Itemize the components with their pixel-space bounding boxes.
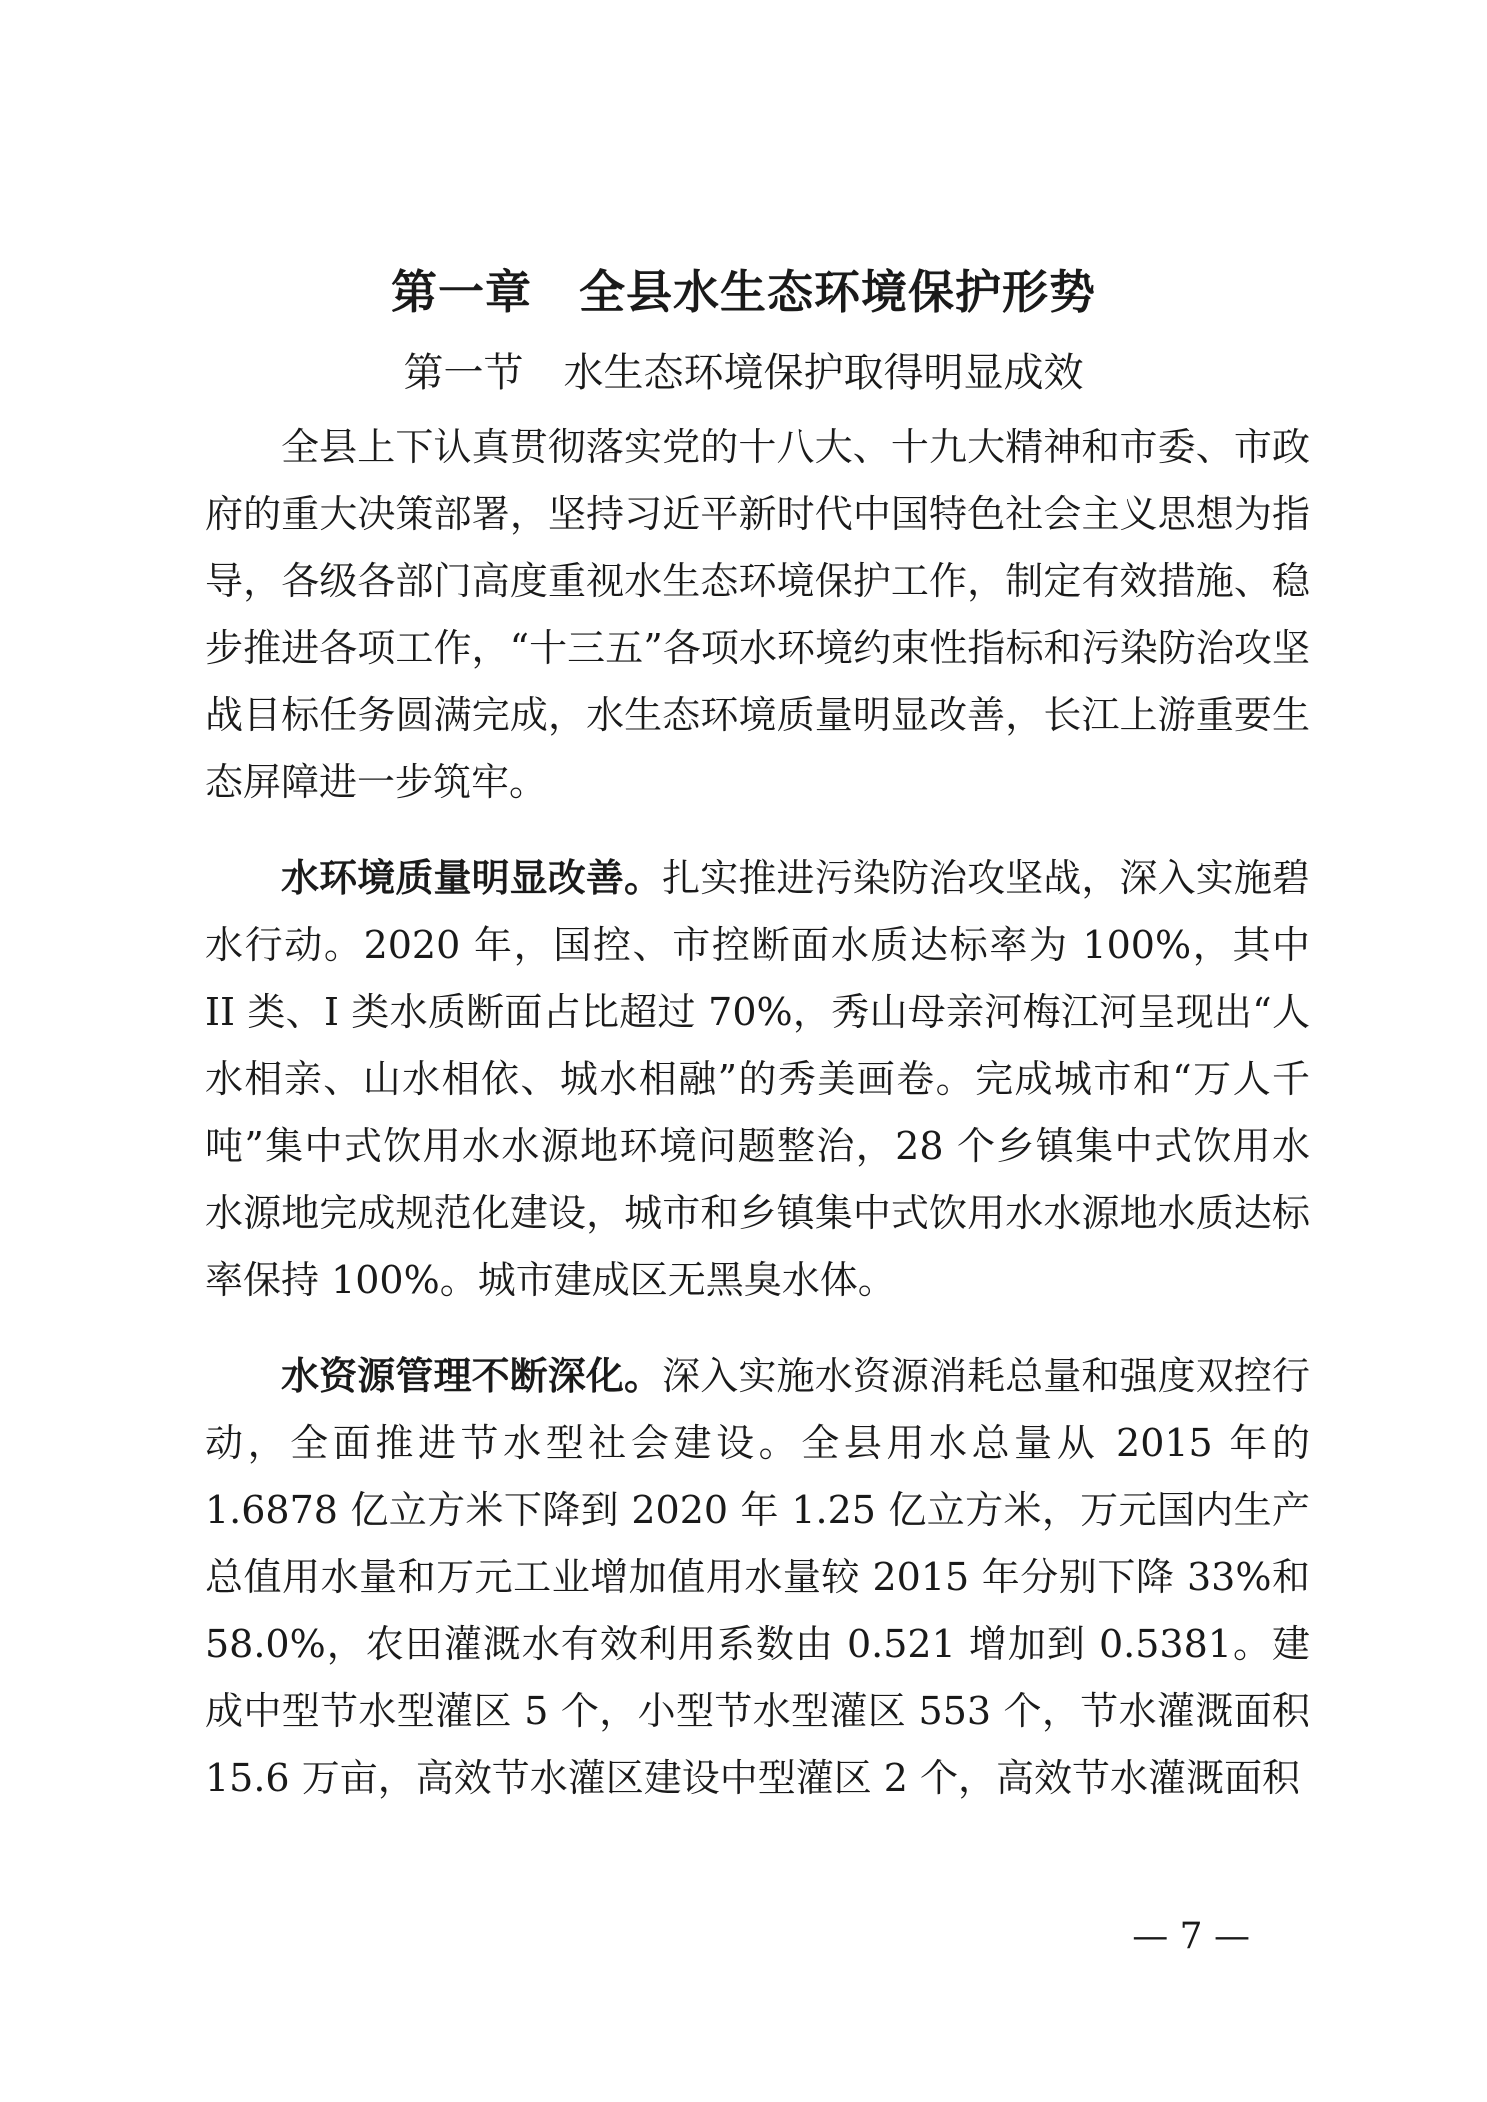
body-text [205,414,1310,1812]
paragraph-text: 扎实推进污染防治攻坚战，深入实施碧水行动。2020 年，国控、市控断面水质达标率为 100%，其中 II 类、I 类水质断面占比超过 70%，秀山母亲河梅江河呈现出“人水相亲、山水相依、城水相融”的秀美画卷。完成城市和“万人千吨”集中式饮用水水源地环境问题整治，28 个乡镇集中式饮用水水源地完成规范化建设，城市和乡镇集中式饮用水水源地水质达标率保持 100%。城市建成区无黑臭水体。 [205,856,1310,1302]
page-number: — 7 — [1132,1916,1250,1957]
section-title: 第一节 水生态环境保护取得明显成效 [403,350,1084,396]
paragraph-water-quality [205,844,1310,1314]
paragraph-water-resources [205,1342,1310,1812]
paragraph-intro [205,414,1310,816]
chapter-title: 第一章 全县水生态环境保护形势 [391,265,1096,319]
paragraph-lead: 水环境质量明显改善。 [281,855,663,900]
paragraph-text: 深入实施水资源消耗总量和强度双控行动，全面推进节水型社会建设。全县用水总量从 2015 年的 1.6878 亿立方米下降到 2020 年 1.25 亿立方米，万元国内生产总值用水量和万元工业增加值用水量较 2015 年分别下降 33%和 58.0%，农田灌溉水有效利用系数由 0.521 增加到 0.5381。建成中型节水型灌区 5 个，小型节水型灌区 553 个，节水灌溉面积 15.6 万亩，高效节水灌区建设中型灌区 2 个，高效节水灌溉面积 [205,1354,1310,1800]
paragraph-text: 全县上下认真贯彻落实党的十八大、十九大精神和市委、市政府的重大决策部署，坚持习近平新时代中国特色社会主义思想为指导，各级各部门高度重视水生态环境保护工作，制定有效措施、稳步推进各项工作，“十三五”各项水环境约束性指标和污染防治攻坚战目标任务圆满完成，水生态环境质量明显改善，长江上游重要生态屏障进一步筑牢。 [205,425,1310,804]
paragraph-lead: 水资源管理不断深化。 [281,1353,663,1398]
